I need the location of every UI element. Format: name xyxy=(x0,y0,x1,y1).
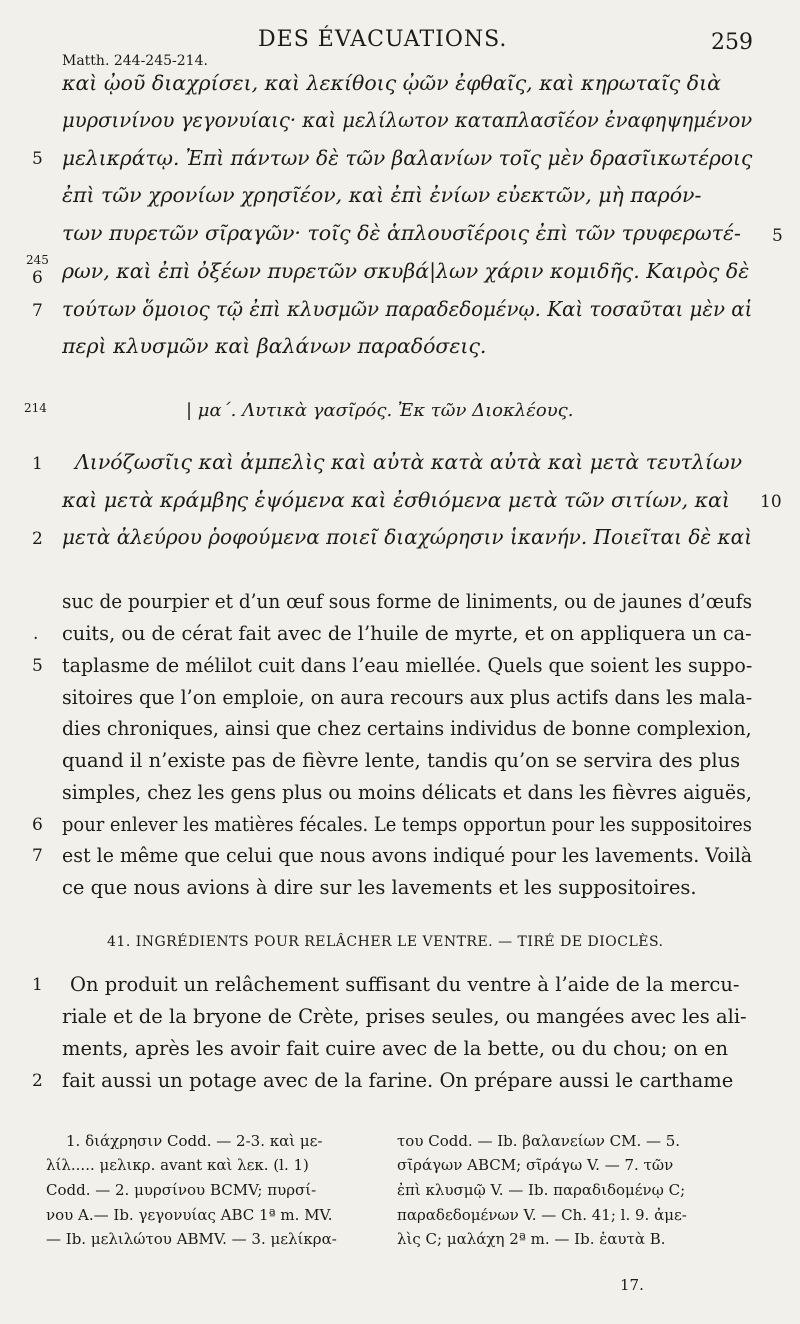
line-number: 2 xyxy=(32,529,43,549)
page-number: 259 xyxy=(711,30,753,55)
greek-line: μελικράτῳ. Ἐπὶ πάντων δὲ τῶν βαλανίων τοῖς μὲν δρασῖικωτέροις xyxy=(62,146,753,170)
greek-line: μετὰ ἀλεύρου ῥοφούμενα ποιεῖ διαχώρησιν ἱκανήν. Ποιεῖται δὲ καὶ xyxy=(62,525,753,549)
footnote-line: ἐπὶ κλυσμῷ V. — Ib. παραδιδομένῳ C; xyxy=(397,1181,686,1199)
french-line: ments, après les avoir fait cuire avec de la bette, ou du chou; on en xyxy=(62,1037,729,1060)
line-number: 1 xyxy=(32,454,43,474)
line-number: 7 xyxy=(32,846,43,866)
greek-line: ἐπὶ τῶν χρονίων χρησῖέον, καὶ ἐπὶ ἐνίων εὐεκτῶν, μὴ παρόν- xyxy=(62,183,702,207)
french-line: sitoires que l’on emploie, on aura recours aux plus actifs dans les mala- xyxy=(62,686,753,709)
edition-reference: Matth. 244-245-214. xyxy=(62,53,208,69)
footnote-line: 1. διάχρησιν Codd. — 2-3. καὶ με- xyxy=(66,1132,323,1150)
footnote-line: λίλ..... μελικρ. avant καὶ λεκ. (l. 1) xyxy=(46,1156,309,1174)
greek-line: τούτων ὅμοιος τῷ ἐπὶ κλυσμῶν παραδεδομένῳ. Καὶ τοσαῦται μὲν αἱ xyxy=(62,297,753,321)
line-number: 6 xyxy=(32,268,43,288)
line-number: 5 xyxy=(32,149,43,169)
footnote-line: Codd. — 2. μυρσίνου BCMV; πυρσί- xyxy=(46,1181,317,1199)
french-line: ce que nous avions à dire sur les lavements et les suppositoires. xyxy=(62,876,697,899)
french-line: pour enlever les matières fécales. Le temps opportun pour les suppositoires xyxy=(62,813,752,836)
french-line: taplasme de mélilot cuit dans l’eau miellée. Quels que soient les suppo- xyxy=(62,654,753,677)
greek-line: των πυρετῶν σῖραγῶν· τοῖς δὲ ἁπλουσῖέροις ἐπὶ τῶν τρυφερωτέ- xyxy=(62,221,741,245)
line-number: 2 xyxy=(32,1071,43,1091)
line-number: . xyxy=(33,624,39,644)
footnote-line: λὶς C; μαλάχη 2ª m. — Ib. ἑαυτὰ B. xyxy=(397,1230,666,1248)
french-line: quand il n’existe pas de fièvre lente, tandis qu’on se servira des plus xyxy=(62,749,741,772)
line-number: 7 xyxy=(32,301,43,321)
page-ref: 214 xyxy=(24,401,47,415)
footnote-line: σῖράγων ABCM; σῖράγω V. — 7. τῶν xyxy=(397,1156,674,1174)
greek-line: Λινόζωσῖις καὶ ἀμπελὶς καὶ αὐτὰ κατὰ αὐτὰ καὶ μετὰ τευτλίων xyxy=(75,450,743,474)
signature-mark: 17. xyxy=(620,1276,644,1294)
line-number: 6 xyxy=(32,815,43,835)
footnote-line: νου A.— Ib. γεγονυίας ABC 1ª m. MV. xyxy=(46,1206,333,1224)
page-ref: 245 xyxy=(26,253,49,267)
french-section-heading: 41. INGRÉDIENTS POUR RELÂCHER LE VENTRE. — TIRÉ DE DIOCLÈS. xyxy=(107,934,664,950)
footnote-line: παραδεδομένων V. — Ch. 41; l. 9. ἀμε- xyxy=(397,1206,687,1224)
running-head: DES ÉVACUATIONS. xyxy=(258,27,508,52)
greek-line: καὶ ᾠοῦ διαχρίσει, καὶ λεκίθοις ᾠῶν ἐφθαῖς, καὶ κηρωταῖς διὰ xyxy=(62,71,721,95)
french-line: fait aussi un potage avec de la farine. On prépare aussi le carthame xyxy=(62,1069,734,1092)
french-line: dies chroniques, ainsi que chez certains individus de bonne complexion, xyxy=(62,717,752,740)
french-line: cuits, ou de cérat fait avec de l’huile de myrte, et on appliquera un ca- xyxy=(62,622,752,645)
french-line: suc de pourpier et d’un œuf sous forme de liniments, ou de jaunes d’œufs xyxy=(62,590,753,613)
line-number: 5 xyxy=(772,226,783,246)
french-line: riale et de la bryone de Crète, prises seules, ou mangées avec les ali- xyxy=(62,1005,747,1028)
greek-line: περὶ κλυσμῶν καὶ βαλάνων παραδόσεις. xyxy=(62,334,487,358)
greek-line: καὶ μετὰ κράμβης ἑψόμενα καὶ ἐσθιόμενα μετὰ τῶν σιτίων, καὶ xyxy=(62,488,730,512)
footnote-line: — Ib. μελιλώτου ABMV. — 3. μελίκρα- xyxy=(46,1230,337,1248)
greek-line: μυρσινίνου γεγονυίαις· καὶ μελίλωτον καταπλασῖέον ἐναφηψημένον xyxy=(62,108,753,132)
line-number: 1 xyxy=(32,975,43,995)
french-line: On produit un relâchement suffisant du ventre à l’aide de la mercu- xyxy=(70,973,740,996)
footnote-line: του Codd. — Ib. βαλανείων CM. — 5. xyxy=(397,1132,681,1150)
greek-line: ρων, καὶ ἐπὶ ὀξέων πυρετῶν σκυβά|λων χάριν κομιδῆς. Καιρὸς δὲ xyxy=(62,259,750,283)
line-number: 5 xyxy=(32,656,43,676)
line-number: 10 xyxy=(760,492,782,512)
greek-section-heading: | μα΄. Λυτικὰ γασῖρός. Ἐκ τῶν Διοκλέους. xyxy=(186,400,574,421)
french-line: est le même que celui que nous avons indiqué pour les lavements. Voilà xyxy=(62,844,753,867)
french-line: simples, chez les gens plus ou moins délicats et dans les fièvres aiguës, xyxy=(62,781,752,804)
